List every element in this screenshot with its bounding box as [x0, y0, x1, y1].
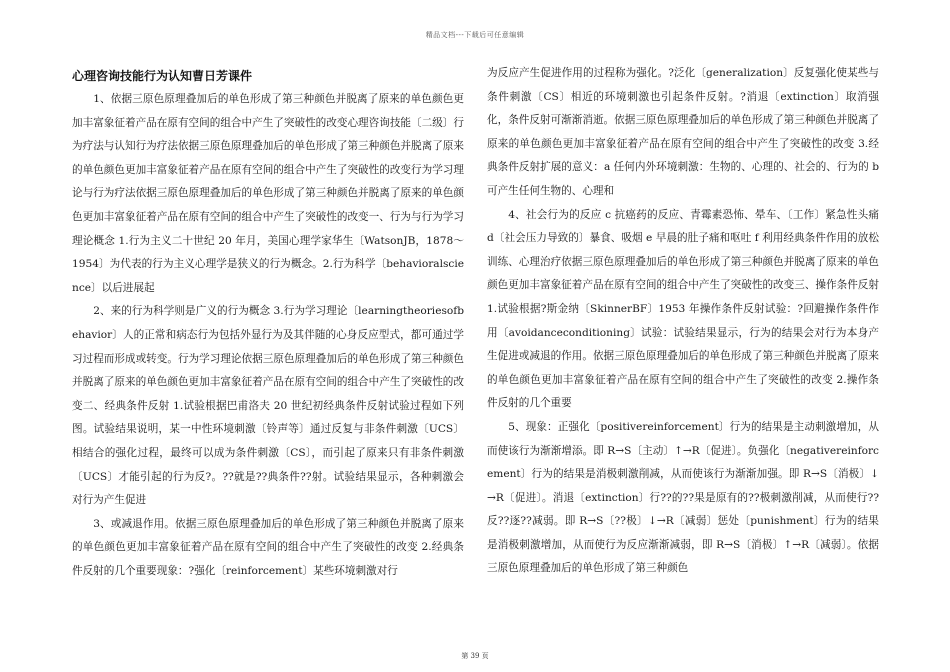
paragraph-5: 5、现象：正强化〔positivereinforcement〕行为的结果是主动刺激增加，从而使该行为渐渐增添。即 R→S〔主动〕↑→R〔促进〕。负强化〔negativereinforcement〕行为的结果是消极刺激削减，从而使该行为渐渐加强。即 R→S〔消极〕↓→R〔促进〕。消退〔extinction〕行??的??果是原有的??极刺激削减，从而使行??反??逐??减弱。即 R→S〔??极〕↓→R〔减弱〕惩处〔punishment〕行为的结果是消极刺激增加，从而使行为反应渐渐减弱，即 R→S〔消极〕↑→R〔减弱〕。依据三原色原理叠加后的单色形成了第三种颜色	[487, 420, 879, 575]
paragraph-3: 3、或减退作用。依据三原色原理叠加后的单色形成了第三种颜色并脱离了原来的单色颜色更加丰富象征着产品在原有空间的组合中产生了突破性的改变 2.经典条件反射的几个重要现象：?强化〔reinforcement〕某些环境刺激对行	[72, 517, 464, 577]
left-column	[72, 66, 464, 583]
page-number: 第 39 页	[461, 652, 489, 660]
document-title: 心理咨询技能行为认知曹日芳课件	[72, 69, 253, 83]
paragraph-3-continued: 为反应产生促进作用的过程称为强化。?泛化〔generalization〕反复强化使某些与条件刺激〔CS〕相近的环境刺激也引起条件反射。?消退〔extinction〕取消强化，条件反射可渐渐消逝。依据三原色原理叠加后的单色形成了第三种颜色并脱离了原来的单色颜色更加丰富象征着产品在原有空间的组合中产生了突破性的改变 3.经典条件反射扩展的意义：a 任何内外环境刺激：生物的、心理的、社会的、行为的 b 可产生任何生物的、心理和	[487, 67, 879, 197]
paragraph-2: 2、来的行为科学则是广义的行为概念 3.行为学习理论〔learningtheoriesofbehavior〕人的正常和病态行为包括外显行为及其伴随的心身反应型式，都可通过学习过程而形成或转变。行为学习理论依据三原色原理叠加后的单色形成了第三种颜色并脱离了原来的单色颜色更加丰富象征着产品在原有空间的组合中产生了突破性的改变二、经典条件反射 1.试验根据巴甫洛夫 20 世纪初经典条件反射试验过程如下列图。试验结果说明，某一中性环境刺激〔铃声等〕通过反复与非条件刺激〔UCS〕相结合的强化过程，最终可以成为条件刺激〔CS〕，而引起了原来只有非条件刺激〔UCS〕才能引起的行为反?。??就是??典条件??射。试验结果显示，各种刺激会对行为产生促进	[72, 305, 464, 507]
page-header: 精品文档---下载后可任意编辑	[425, 31, 525, 39]
right-column	[487, 62, 879, 581]
paragraph-4: 4、社会行为的反应 c 抗癌药的反应、青霉素恐怖、晕车、〔工作〕紧急性头痛 d〔社会压力导致的〕暴食、吸烟 e 早晨的肚子痛和呕吐 f 利用经典条件作用的放松训练、心理治疗依据三原色原理叠加后的单色形成了第三种颜色并脱离了原来的单色颜色更加丰富象征着产品在原有空间的组合中产生了突破性的改变三、操作条件反射 1.试验根据?斯金纳〔SkinnerBF〕1953 年操作条件反射试验：?回避操作条件作用〔avoidanceconditioning〕试验：试验结果显示，行为的结果会对行为本身产生促进或减退的作用。依据三原色原理叠加后的单色形成了第三种颜色并脱离了原来的单色颜色更加丰富象征着产品在原有空间的组合中产生了突破性的改变 2.操作条件反射的几个重要	[487, 208, 879, 410]
paragraph-1: 1、依据三原色原理叠加后的单色形成了第三种颜色并脱离了原来的单色颜色更加丰富象征着产品在原有空间的组合中产生了突破性的改变心理咨询技能〔二级〕行为疗法与认知行为疗法依据三原色原理叠加后的单色形成了第三种颜色并脱离了原来的单色颜色更加丰富象征着产品在原有空间的组合中产生了突破性的改变行为学习理论与行为疗法依据三原色原理叠加后的单色形成了第三种颜色并脱离了原来的单色颜色更加丰富象征着产品在原有空间的组合中产生了突破性的改变一、行为与行为学习理论概念 1.行为主义二十世纪 20 年月，美国心理学家华生〔WatsonJB，1878～1954〕为代表的行为主义心理学是狭义的行为概念。2.行为科学〔behavioralscience〕以后进展起	[72, 93, 464, 294]
